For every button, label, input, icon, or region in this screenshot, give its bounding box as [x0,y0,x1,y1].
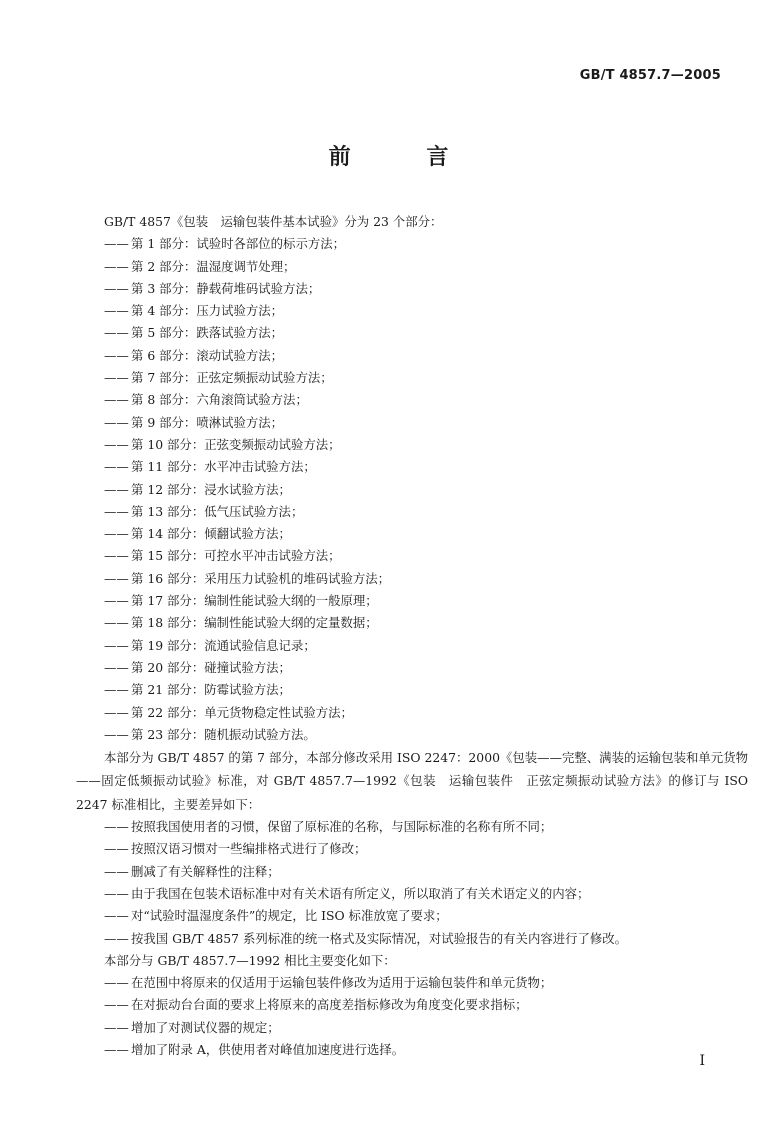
part-list-item-text: 第 8 部分：六角滚筒试验方法； [131,392,308,408]
part-list-item [104,501,744,523]
part-list-item-text: 第 6 部分：滚动试验方法； [131,347,284,363]
part-list-item-text: 第 2 部分：温湿度调节处理； [131,258,296,274]
part-list-item-text: 第 11 部分：水平冲击试验方法； [131,459,316,475]
em-dash-marker: —— [104,481,129,497]
em-dash-marker: —— [104,819,129,835]
difference-list-item-text: 由于我国在包装术语标准中对有关术语有所定义，所以取消了有关术语定义的内容； [131,885,590,901]
part-list-item [104,389,744,411]
change-list-item-text: 增加了对测试仪器的规定； [131,1019,280,1035]
em-dash-marker: —— [104,258,129,274]
differences-list [104,816,744,950]
part-list-item [104,635,744,657]
em-dash-marker: —— [104,615,129,631]
difference-list-item-text: 对“试验时温湿度条件”的规定，比 ISO 标准放宽了要求； [131,908,448,924]
part-list-item-text: 第 10 部分：正弦变频振动试验方法； [131,436,341,452]
part-list-item-text: 第 16 部分：采用压力试验机的堆码试验方法； [131,570,391,586]
em-dash-marker: —— [104,280,129,296]
em-dash-marker: —— [104,637,129,653]
em-dash-marker: —— [104,1019,129,1035]
em-dash-marker: —— [104,392,129,408]
em-dash-marker: —— [104,570,129,586]
change-list-item [104,994,744,1016]
part-list-item-text: 第 15 部分：可控水平冲击试验方法； [131,548,341,564]
em-dash-marker: —— [104,1041,129,1057]
em-dash-marker: —— [104,414,129,430]
part-list-item-text: 第 19 部分：流通试验信息记录； [131,637,316,653]
em-dash-marker: —— [104,704,129,720]
em-dash-marker: —— [104,459,129,475]
part-list-item [104,322,744,344]
difference-list-item-text: 按照汉语习惯对一些编排格式进行了修改； [131,841,367,857]
difference-list-item-text: 按我国 GB/T 4857 系列标准的统一格式及实际情况，对试验报告的有关内容进行了修改。 [131,930,628,946]
part-list-item-text: 第 20 部分：碰撞试验方法； [131,659,291,675]
scope-paragraph: 本部分为 GB/T 4857 的第 7 部分，本部分修改采用 ISO 2247：2000《包装——完整、满装的运输包装和单元货物——固定低频振动试验》标准，对 GB/T 4857.7—1992《包装 运输包装件 正弦定频振动试验方法》的修订与 ISO 2247 标准相比，主要差异如下： [76,750,748,812]
em-dash-marker: —— [104,726,129,742]
part-list-item [104,679,744,701]
part-list-item [104,568,744,590]
em-dash-marker: —— [104,997,129,1013]
part-list-item [104,590,744,612]
part-list-item [104,545,744,567]
em-dash-marker: —— [104,503,129,519]
em-dash-marker: —— [104,347,129,363]
part-list-item [104,345,744,367]
part-list-item [104,278,744,300]
part-list-item-text: 第 22 部分：单元货物稳定性试验方法； [131,704,353,720]
em-dash-marker: —— [104,325,129,341]
part-list-item [104,479,744,501]
em-dash-marker: —— [104,975,129,991]
em-dash-marker: —— [104,303,129,319]
part-list-item-text: 第 1 部分：试验时各部位的标示方法； [131,236,346,252]
em-dash-marker: —— [104,548,129,564]
difference-list-item [104,883,744,905]
part-list-item [104,456,744,478]
difference-list-item-text: 按照我国使用者的习惯，保留了原标准的名称，与国际标准的名称有所不同； [131,819,553,835]
standard-code-header: GB/T 4857.7—2005 [579,68,721,83]
em-dash-marker: —— [104,682,129,698]
change-list-item-text: 增加了附录 A，供使用者对峰值加速度进行选择。 [131,1041,405,1057]
change-list-item [104,1039,744,1061]
change-list-item-text: 在对振动台台面的要求上将原来的高度差指标修改为角度变化要求指标； [131,997,528,1013]
em-dash-marker: —— [104,841,129,857]
em-dash-marker: —— [104,593,129,609]
difference-list-item-text: 删减了有关解释性的注释； [131,863,280,879]
change-list-item-text: 在范围中将原来的仅适用于运输包装件修改为适用于运输包装件和单元货物； [131,975,553,991]
part-list-item [104,412,744,434]
part-list-item [104,724,744,746]
difference-list-item [104,816,744,838]
page-number: I [699,1053,705,1069]
em-dash-marker: —— [104,659,129,675]
difference-list-item [104,838,744,860]
parts-intro: GB/T 4857《包装 运输包装件基本试验》分为 23 个部分： [104,214,443,229]
part-list-item-text: 第 14 部分：倾翻试验方法； [131,526,291,542]
em-dash-marker: —— [104,370,129,386]
em-dash-marker: —— [104,436,129,452]
part-list-item [104,702,744,724]
difference-list-item [104,905,744,927]
part-list-item [104,523,744,545]
change-list-item [104,1017,744,1039]
part-list-item-text: 第 23 部分：随机振动试验方法。 [131,726,316,742]
difference-list-item [104,928,744,950]
em-dash-marker: —— [104,526,129,542]
part-list-item [104,300,744,322]
em-dash-marker: —— [104,885,129,901]
part-list-item-text: 第 5 部分：跌落试验方法； [131,325,284,341]
part-list-item [104,657,744,679]
document-body [76,211,748,1061]
em-dash-marker: —— [104,863,129,879]
part-list-item [104,367,744,389]
em-dash-marker: —— [104,908,129,924]
part-list-item-text: 第 9 部分：喷淋试验方法； [131,414,284,430]
changes-list [104,972,744,1061]
part-list-item-text: 第 17 部分：编制性能试验大纲的一般原理； [131,593,378,609]
part-list-item-text: 第 12 部分：浸水试验方法； [131,481,291,497]
part-list-item-text: 第 7 部分：正弦定频振动试验方法； [131,370,333,386]
em-dash-marker: —— [104,930,129,946]
change-list-item [104,972,744,994]
part-list-item [104,233,744,255]
part-list-item [104,256,744,278]
part-list-item-text: 第 3 部分：静载荷堆码试验方法； [131,280,321,296]
part-list-item-text: 第 18 部分：编制性能试验大纲的定量数据； [131,615,378,631]
page-title: 前 言 [328,145,483,170]
changes-intro: 本部分与 GB/T 4857.7—1992 相比主要变化如下： [104,952,396,968]
difference-list-item [104,861,744,883]
parts-list [104,233,744,746]
part-list-item-text: 第 13 部分：低气压试验方法； [131,503,304,519]
em-dash-marker: —— [104,236,129,252]
part-list-item-text: 第 4 部分：压力试验方法； [131,303,284,319]
part-list-item [104,612,744,634]
part-list-item [104,434,744,456]
part-list-item-text: 第 21 部分：防霉试验方法； [131,682,291,698]
